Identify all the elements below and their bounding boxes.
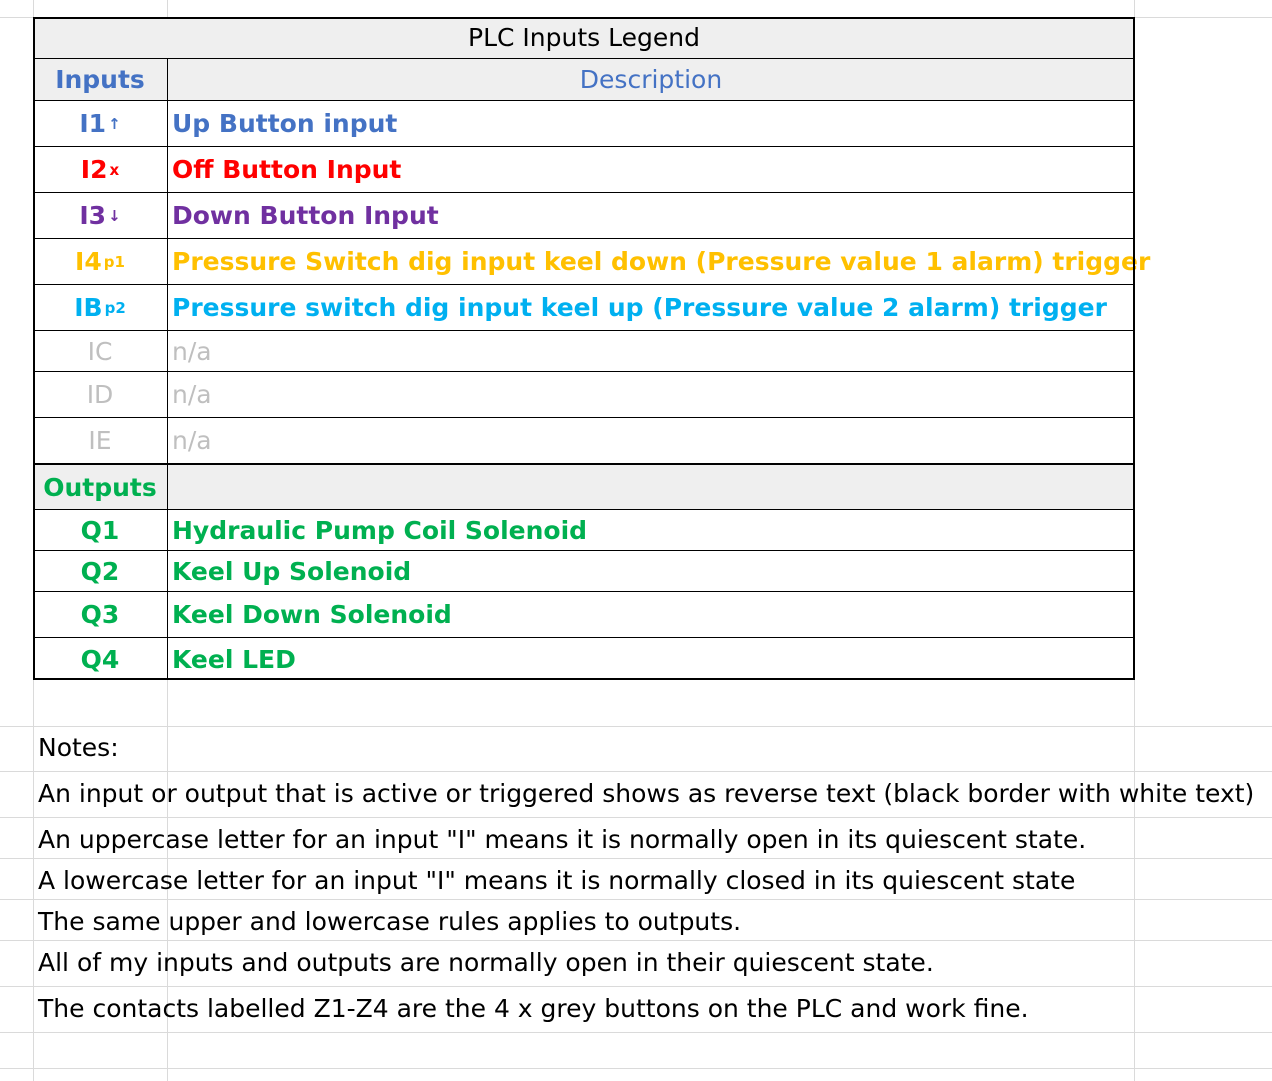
- legend-title-row[interactable]: [33, 17, 1135, 59]
- input-description: Off Button Input: [172, 155, 402, 184]
- input-code: I1 ↑: [79, 109, 121, 138]
- grid-line: [0, 899, 1272, 900]
- outputs-header-row[interactable]: [33, 464, 1135, 510]
- inputs-header: Inputs: [55, 65, 145, 94]
- input-code: I4 p1: [75, 247, 125, 276]
- output-description: Keel Up Solenoid: [172, 556, 412, 586]
- note-line-5[interactable]: All of my inputs and outputs are normally open in their quiescent state.: [38, 948, 934, 977]
- input-description: Pressure Switch dig input keel down (Pressure value 1 alarm) trigger: [172, 247, 1151, 276]
- input-description: n/a: [172, 380, 212, 409]
- input-description: Pressure switch dig input keel up (Pressure value 2 alarm) trigger: [172, 293, 1107, 322]
- input-description: Up Button input: [172, 109, 398, 138]
- legend-header-row[interactable]: [33, 59, 1135, 101]
- input-row[interactable]: [33, 101, 1135, 147]
- input-row[interactable]: [33, 193, 1135, 239]
- input-code: IB p2: [74, 293, 126, 322]
- note-line-6[interactable]: The contacts labelled Z1-Z4 are the 4 x grey buttons on the PLC and work fine.: [38, 994, 1029, 1023]
- outputs-header: Outputs: [43, 472, 157, 502]
- input-code-label: I2: [80, 155, 108, 184]
- output-row[interactable]: [33, 510, 1135, 551]
- grid-line: [0, 771, 1272, 772]
- input-code-label: I3: [79, 201, 107, 230]
- input-code-label: IC: [87, 336, 113, 366]
- input-row[interactable]: [33, 331, 1135, 372]
- input-code-label: I1: [79, 109, 107, 138]
- input-row[interactable]: [33, 285, 1135, 331]
- input-code-label: I4: [75, 247, 102, 276]
- input-row[interactable]: [33, 372, 1135, 418]
- output-code: Q3: [80, 600, 120, 629]
- column-divider: [167, 59, 168, 680]
- input-code-label: ID: [86, 380, 114, 409]
- output-code: Q1: [80, 515, 120, 545]
- input-code-label: IB: [74, 293, 103, 322]
- input-row[interactable]: [33, 418, 1135, 464]
- output-row[interactable]: [33, 592, 1135, 638]
- output-description: Keel LED: [172, 644, 296, 674]
- input-code: I3 ↓: [79, 201, 121, 230]
- grid-line: [0, 817, 1272, 818]
- input-code: I2 x: [80, 155, 120, 184]
- input-description: n/a: [172, 336, 212, 366]
- note-line-4[interactable]: The same upper and lowercase rules applies to outputs.: [38, 907, 742, 936]
- grid-line: [0, 940, 1272, 941]
- description-header: Description: [579, 65, 723, 94]
- output-code: Q4: [80, 644, 120, 674]
- input-code: [33, 418, 167, 463]
- grid-line: [0, 726, 1272, 727]
- input-code: [33, 331, 167, 371]
- input-code-label: IE: [88, 426, 112, 455]
- note-line-2[interactable]: An uppercase letter for an input "I" means it is normally open in its quiescent state.: [38, 825, 1087, 854]
- notes-heading[interactable]: Notes:: [38, 733, 119, 762]
- grid-line: [0, 1032, 1272, 1033]
- grid-line: [0, 1068, 1272, 1069]
- note-line-3[interactable]: A lowercase letter for an input "I" means it is normally closed in its quiescent state: [38, 866, 1076, 895]
- output-description: Hydraulic Pump Coil Solenoid: [172, 515, 588, 545]
- grid-line: [0, 858, 1272, 859]
- legend-title: PLC Inputs Legend: [468, 23, 700, 52]
- input-description: n/a: [172, 426, 212, 455]
- output-code: Q2: [80, 556, 120, 586]
- input-code: [33, 372, 167, 417]
- input-row[interactable]: [33, 239, 1151, 285]
- grid-line: [0, 986, 1272, 987]
- output-description: Keel Down Solenoid: [172, 600, 452, 629]
- output-row[interactable]: [33, 551, 1135, 592]
- output-row[interactable]: [33, 638, 1135, 680]
- note-line-1[interactable]: An input or output that is active or triggered shows as reverse text (black border with white text): [38, 779, 1255, 808]
- plc-inputs-legend-table: [33, 17, 1151, 680]
- input-row[interactable]: [33, 147, 1135, 193]
- input-description: Down Button Input: [172, 201, 439, 230]
